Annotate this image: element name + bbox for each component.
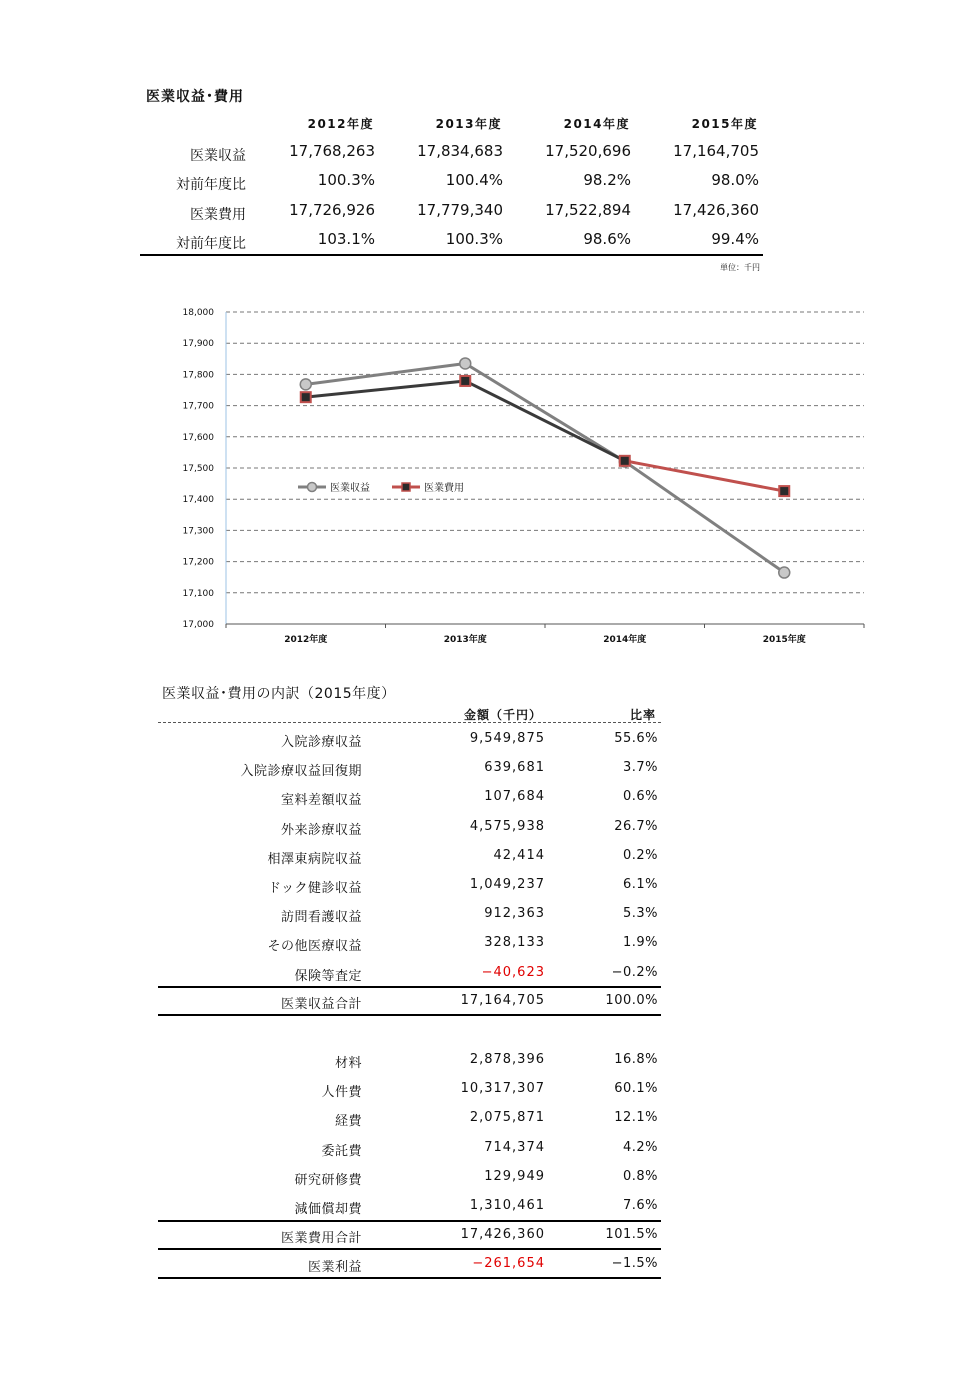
row-label: ドック健診収益 — [268, 881, 362, 896]
unit-note: 単位：千円 — [720, 263, 760, 272]
cell: 17,768,263 — [289, 142, 375, 160]
row-amount: 17,426,360 — [460, 1227, 545, 1242]
row-ratio: 0.6% — [622, 789, 658, 805]
cell: 100.3% — [445, 230, 503, 248]
y-tick-label: 18,000 — [182, 308, 214, 318]
cell: 100.3% — [317, 171, 375, 189]
y-tick-label: 17,800 — [182, 370, 214, 381]
cost-total-top-rule — [158, 1220, 661, 1222]
data-point — [779, 567, 790, 578]
row-label: 相澤東病院収益 — [267, 851, 362, 867]
row-amount: 9,549,875 — [469, 731, 545, 746]
row-label: 医業費用合計 — [280, 1231, 362, 1246]
row-ratio: 12.1% — [614, 1110, 658, 1126]
y-tick-label: 17,500 — [182, 464, 214, 474]
cell: 99.4% — [711, 230, 759, 248]
line-chart — [0, 0, 980, 680]
row-ratio: 7.6% — [622, 1198, 658, 1213]
cell: 17,726,926 — [289, 201, 375, 219]
row-amount: 1,049,237 — [469, 877, 545, 892]
row-label: その他医療収益 — [267, 939, 362, 955]
row-amount: 2,878,396 — [469, 1052, 545, 1067]
row-amount: 4,575,938 — [469, 818, 545, 834]
row-label: 保険等査定 — [294, 968, 362, 984]
row-amount: 2,075,871 — [469, 1110, 545, 1126]
amount-header: 金額（千円） — [463, 708, 542, 722]
y-tick-label: 17,400 — [182, 495, 214, 506]
legend-label-revenue: 医業収益 — [330, 483, 370, 494]
row-label: 外来診療収益 — [280, 822, 362, 838]
data-point — [620, 456, 630, 466]
row-label: 材料 — [334, 1056, 362, 1071]
row-ratio: −0.2% — [611, 964, 658, 980]
legend-marker-revenue — [308, 483, 317, 492]
revenue-total-bottom-rule — [158, 1014, 661, 1016]
chart-grid — [226, 312, 864, 593]
breakdown-title: 医業収益･費用の内訳（2015年度） — [162, 686, 396, 702]
row-ratio: 100.0% — [605, 993, 658, 1008]
data-point — [779, 486, 789, 496]
row-label: 医業費用 — [190, 207, 246, 223]
row-amount: 129,949 — [484, 1168, 545, 1184]
row-label: 委託費 — [321, 1143, 362, 1159]
row-ratio: 4.2% — [622, 1139, 658, 1155]
y-axis — [183, 308, 227, 630]
y-tick-label: 17,100 — [182, 588, 214, 599]
cell: 98.0% — [711, 171, 759, 189]
series-line-segment — [465, 381, 625, 461]
x-tick-label: 2015年度 — [762, 635, 806, 645]
row-ratio: 6.1% — [622, 877, 658, 892]
row-amount: 17,164,705 — [460, 993, 545, 1008]
row-amount: 10,317,307 — [460, 1081, 545, 1097]
row-ratio: 1.9% — [622, 935, 658, 951]
cell: 103.1% — [317, 230, 375, 248]
row-amount: 42,414 — [493, 847, 545, 863]
series-cost — [301, 376, 790, 496]
summary-title: 医業収益･費用 — [146, 89, 244, 105]
cell: 17,834,683 — [417, 142, 503, 160]
row-ratio: 0.8% — [622, 1168, 658, 1184]
cell: 17,522,894 — [545, 201, 631, 219]
row-amount: 912,363 — [484, 906, 545, 922]
data-point — [301, 392, 311, 402]
x-tick-label: 2013年度 — [443, 635, 487, 645]
row-ratio: 26.7% — [614, 818, 658, 834]
y-tick-label: 17,700 — [182, 401, 214, 412]
row-ratio: 3.7% — [622, 760, 658, 776]
y-tick-label: 17,200 — [182, 557, 214, 568]
series-line-segment — [465, 363, 625, 461]
x-tick-label: 2012年度 — [284, 635, 328, 645]
row-label: 室料差額収益 — [280, 793, 362, 809]
row-label: 対前年度比 — [176, 236, 246, 252]
cell: 100.4% — [445, 171, 503, 189]
row-ratio: 101.5% — [605, 1227, 658, 1242]
row-amount: 328,133 — [484, 935, 545, 951]
legend-label-cost: 医業費用 — [424, 483, 464, 494]
row-amount: −40,623 — [481, 964, 545, 980]
row-label: 入院診療収益回復期 — [240, 764, 362, 780]
y-tick-label: 17,300 — [182, 526, 214, 537]
row-ratio: 0.2% — [622, 847, 658, 863]
profit-bottom-rule — [158, 1277, 661, 1279]
header-rule — [158, 722, 661, 723]
year-header-2013: 2013年度 — [435, 117, 502, 131]
y-tick-label: 17,900 — [182, 339, 214, 350]
row-ratio: 60.1% — [614, 1081, 658, 1097]
row-label: 医業利益 — [307, 1260, 362, 1275]
row-amount: 639,681 — [484, 760, 545, 776]
cell: 98.2% — [583, 171, 631, 189]
row-label: 人件費 — [321, 1085, 362, 1101]
cell: 17,164,705 — [673, 142, 759, 160]
row-label: 医業収益 — [190, 148, 246, 164]
year-header-2012: 2012年度 — [307, 117, 374, 131]
row-amount: −261,654 — [472, 1256, 545, 1271]
x-tick-label: 2014年度 — [603, 635, 647, 645]
row-label: 医業収益合計 — [280, 997, 362, 1012]
data-point — [300, 379, 311, 390]
y-tick-label: 17,600 — [182, 432, 214, 443]
cell: 17,520,696 — [545, 142, 631, 160]
year-header-2015: 2015年度 — [691, 117, 758, 131]
chart-legend — [298, 481, 464, 494]
series-line-segment — [625, 461, 785, 572]
row-label: 減価償却費 — [294, 1202, 362, 1217]
legend-marker-cost — [402, 483, 410, 491]
year-header-2014: 2014年度 — [563, 117, 630, 131]
cell: 98.6% — [583, 230, 631, 248]
data-point — [460, 358, 471, 369]
row-amount: 714,374 — [484, 1139, 545, 1155]
row-label: 対前年度比 — [176, 177, 246, 193]
row-amount: 1,310,461 — [469, 1198, 545, 1213]
cost-total-bottom-rule — [158, 1248, 661, 1250]
row-ratio: 55.6% — [614, 731, 658, 746]
cell: 17,426,360 — [673, 201, 759, 219]
row-ratio: 5.3% — [622, 906, 658, 922]
revenue-total-top-rule — [158, 986, 661, 988]
cell: 17,779,340 — [417, 201, 503, 219]
series-line-segment — [306, 381, 466, 397]
row-label: 経費 — [334, 1114, 362, 1130]
x-axis — [226, 624, 864, 645]
row-label: 訪問看護収益 — [280, 910, 362, 926]
y-tick-label: 17,000 — [182, 620, 214, 630]
ratio-header: 比率 — [629, 708, 656, 722]
row-label: 入院診療収益 — [280, 735, 362, 750]
series-line-segment — [306, 363, 466, 384]
row-ratio: 16.8% — [614, 1052, 658, 1067]
data-point — [460, 376, 470, 386]
series-line-segment — [625, 461, 785, 491]
row-amount: 107,684 — [484, 789, 545, 805]
row-ratio: −1.5% — [611, 1256, 658, 1271]
row-label: 研究研修費 — [294, 1172, 362, 1188]
